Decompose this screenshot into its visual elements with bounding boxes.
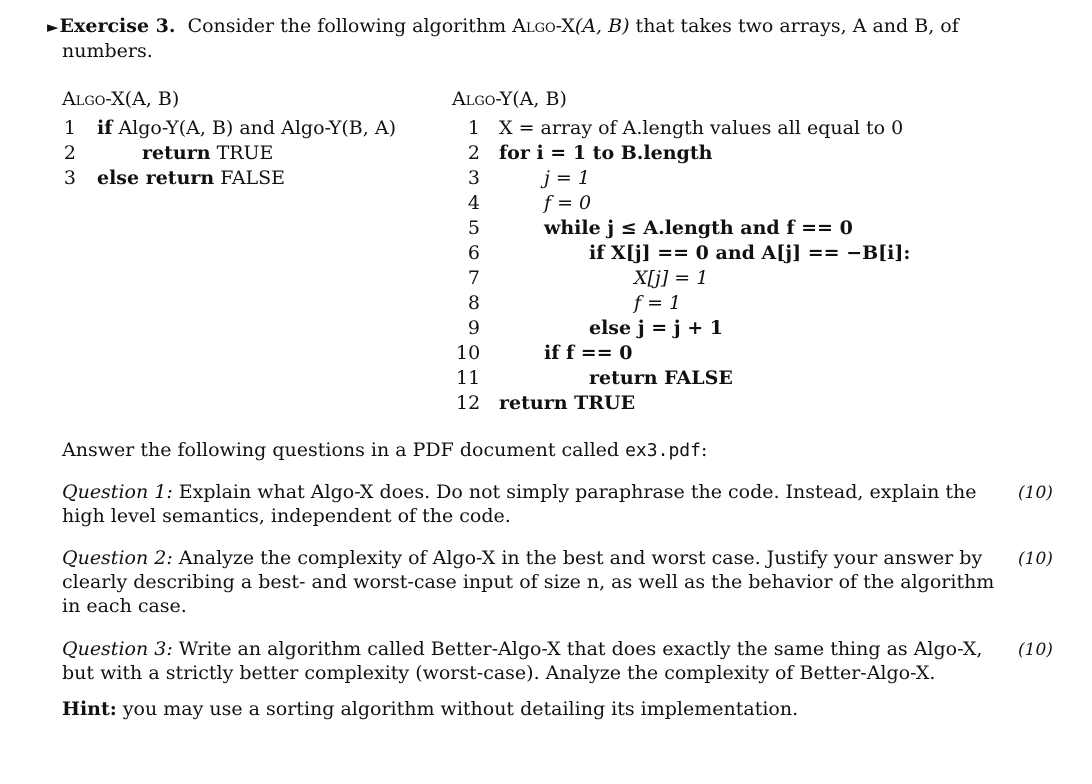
code-statement: else j = j + 1 bbox=[589, 317, 723, 339]
algo-y-header bbox=[452, 87, 567, 112]
line-number: 7 bbox=[467, 267, 480, 289]
question-2-line2: clearly describing a best- and worst-case input of size n, as well as the behavior of the algorithm bbox=[62, 571, 995, 593]
algo-x-header bbox=[62, 87, 179, 112]
line-number: 1 bbox=[63, 117, 76, 139]
intro-algo-args: (A, B) bbox=[574, 15, 630, 37]
hint-label: Hint: bbox=[62, 698, 117, 720]
intro-suffix: that takes two arrays, A and B, of bbox=[629, 15, 959, 37]
hint bbox=[62, 697, 998, 721]
code-statement: if f == 0 bbox=[544, 342, 633, 364]
code-statement bbox=[97, 166, 285, 191]
triangle-marker-icon: ► bbox=[47, 18, 59, 36]
code-statement: f = 1 bbox=[634, 292, 682, 314]
question-1 bbox=[62, 480, 998, 528]
exercise-intro bbox=[47, 14, 1047, 39]
code-statement: for i = 1 to B.length bbox=[499, 142, 713, 164]
code-statement: return FALSE bbox=[589, 367, 733, 389]
algo-y-title: Algo-Y(A, B) bbox=[452, 88, 567, 110]
statement-rest: TRUE bbox=[216, 142, 274, 164]
line-number: 1 bbox=[467, 117, 480, 139]
question-text: Analyze the complexity of Algo-X in the best and worst case. Justify your answer by bbox=[178, 547, 983, 569]
question-2-line1 bbox=[62, 546, 998, 570]
line-number: 6 bbox=[467, 242, 480, 264]
question-3-line1 bbox=[62, 637, 998, 661]
code-statement: return TRUE bbox=[499, 392, 636, 414]
algo-x-line bbox=[0, 116, 440, 141]
line-number: 2 bbox=[63, 142, 76, 164]
question-label: Question 3: bbox=[62, 638, 173, 660]
code-statement: f = 0 bbox=[544, 192, 592, 214]
line-number: 5 bbox=[467, 217, 480, 239]
answer-filename: ex3.pdf bbox=[625, 440, 701, 461]
line-number: 3 bbox=[467, 167, 480, 189]
code-statement: X = array of A.length values all equal to 0 bbox=[499, 117, 904, 139]
line-number: 10 bbox=[456, 342, 481, 364]
line-number: 11 bbox=[456, 367, 481, 389]
question-3-points: (10) bbox=[1018, 640, 1053, 660]
question-1-line2: high level semantics, independent of the code. bbox=[62, 505, 511, 527]
answer-intro-text: Answer the following questions in a PDF document called bbox=[62, 439, 626, 461]
question-2 bbox=[62, 546, 998, 618]
question-1-line1 bbox=[62, 480, 998, 504]
line-number: 3 bbox=[63, 167, 76, 189]
statement-rest: Algo-Y(A, B) and Algo-Y(B, A) bbox=[118, 117, 396, 139]
statement-rest: FALSE bbox=[220, 167, 286, 189]
question-3 bbox=[62, 637, 998, 685]
code-statement bbox=[97, 116, 396, 141]
code-statement: X[j] = 1 bbox=[634, 267, 709, 289]
question-text: Explain what Algo-X does. Do not simply paraphrase the code. Instead, explain the bbox=[178, 481, 977, 503]
exercise-label: Exercise 3. bbox=[59, 15, 176, 37]
question-2-line3: in each case. bbox=[62, 595, 187, 617]
question-label: Question 2: bbox=[62, 547, 173, 569]
question-3-line2: but with a strictly better complexity (worst-case). Analyze the complexity of Better-Algo-X. bbox=[62, 662, 936, 684]
algo-x-line bbox=[0, 166, 440, 191]
question-label: Question 1: bbox=[62, 481, 173, 503]
question-1-points: (10) bbox=[1018, 483, 1053, 503]
keyword: if bbox=[97, 117, 113, 139]
answer-intro-suffix: : bbox=[700, 439, 708, 461]
code-statement: while j ≤ A.length and f == 0 bbox=[544, 217, 853, 239]
line-number: 9 bbox=[467, 317, 480, 339]
algo-x-line bbox=[0, 141, 440, 166]
line-number: 8 bbox=[467, 292, 480, 314]
intro-prefix: Consider the following algorithm bbox=[187, 15, 513, 37]
line-number: 12 bbox=[456, 392, 481, 414]
question-text: Write an algorithm called Better-Algo-X that does exactly the same thing as Algo-X, bbox=[178, 638, 983, 660]
keyword: else return bbox=[97, 167, 215, 189]
intro-algo-name: Algo-X bbox=[512, 15, 575, 37]
code-statement: if X[j] == 0 and A[j] == −B[i]: bbox=[589, 242, 911, 264]
code-statement bbox=[142, 141, 273, 166]
code-statement: j = 1 bbox=[544, 167, 590, 189]
algo-x-title: Algo-X(A, B) bbox=[62, 88, 180, 110]
line-number: 2 bbox=[467, 142, 480, 164]
keyword: return bbox=[142, 142, 211, 164]
answer-instructions bbox=[62, 438, 998, 463]
question-2-points: (10) bbox=[1018, 549, 1053, 569]
hint-text: you may use a sorting algorithm without detailing its implementation. bbox=[122, 698, 799, 720]
line-number: 4 bbox=[467, 192, 480, 214]
exercise-intro-line2: numbers. bbox=[62, 40, 153, 62]
